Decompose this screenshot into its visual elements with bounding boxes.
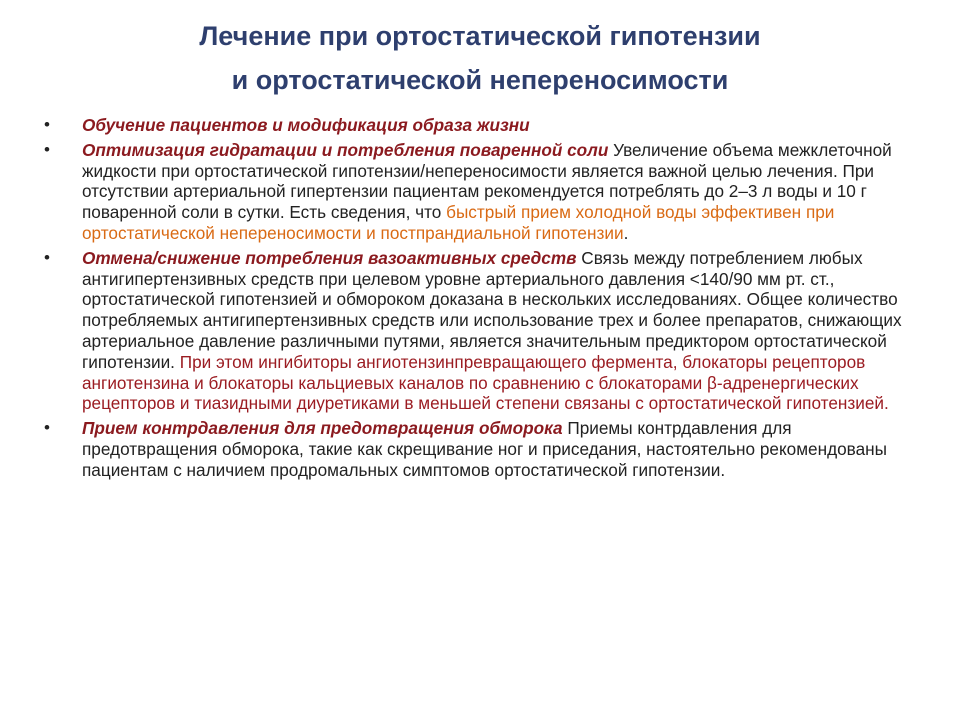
bullet-heading: Обучение пациентов и модификация образа жизни <box>82 115 530 135</box>
bullet-item-education <box>44 115 924 136</box>
bullet-item-hydration <box>44 140 924 244</box>
bullet-icon: • <box>44 418 50 438</box>
bullet-list <box>44 115 924 481</box>
bullet-heading: Оптимизация гидратации и потребления поваренной соли <box>82 139 609 160</box>
slide-title <box>0 14 960 102</box>
bullet-highlight-orange: быстрый прием холодной воды эффективен при ортостатической непереносимости и постпрандиальной гипотензии <box>82 202 835 243</box>
bullet-text: Приемы контрдавления для предотвращения обморока, такие как скрещивание ног и приседания, настоятельно рекомендованы пациентам с наличием продромальных симптомов ортостатической гипотензии. <box>82 418 888 480</box>
bullet-icon: • <box>44 247 50 267</box>
bullet-text: Связь между потреблением любых антигипертензивных средств при целевом уровне артериального давления <140/90 мм рт. ст., ортостатической гипотензией и обмороком доказана в нескольких исследованиях. Общее количество потребляемых антигипертензивных средств или использование трех и более препаратов, снижающих артериальное давление различными путями, является значительным предиктором ортостатической гипотензии. <box>82 247 902 372</box>
bullet-text: Увеличение объема межклеточной жидкости при ортостатической гипотензии/непереносимости является важной целью лечения. При отсутствии артериальной гипертензии пациентам рекомендуется потреблять до 2–3 л воды и 10 г поваренной соли в сутки. Есть сведения, что <box>82 139 892 223</box>
bullet-item-vasoactive <box>44 248 924 414</box>
slide-title-line-2: и ортостатической непереносимости <box>231 65 729 95</box>
slide-title-line-1: Лечение при ортостатической гипотензии <box>199 21 761 51</box>
bullet-item-counterpressure <box>44 418 924 480</box>
bullet-highlight-red: При этом ингибиторы ангиотензинпревращающего фермента, блокаторы рецепторов ангиотензина и блокаторы кальциевых каналов по сравнению с блокаторами β-адренергических рецепторов и тиазидными диуретиками в меньшей степени связаны с ортостатической гипотензией. <box>82 351 889 414</box>
bullet-icon: • <box>44 139 50 159</box>
slide-content <box>44 115 924 485</box>
bullet-heading: Отмена/снижение потребления вазоактивных средств <box>82 247 577 268</box>
bullet-icon: • <box>44 115 50 134</box>
bullet-heading: Прием контрдавления для предотвращения обморока <box>82 418 563 439</box>
bullet-tail: . <box>623 222 629 243</box>
